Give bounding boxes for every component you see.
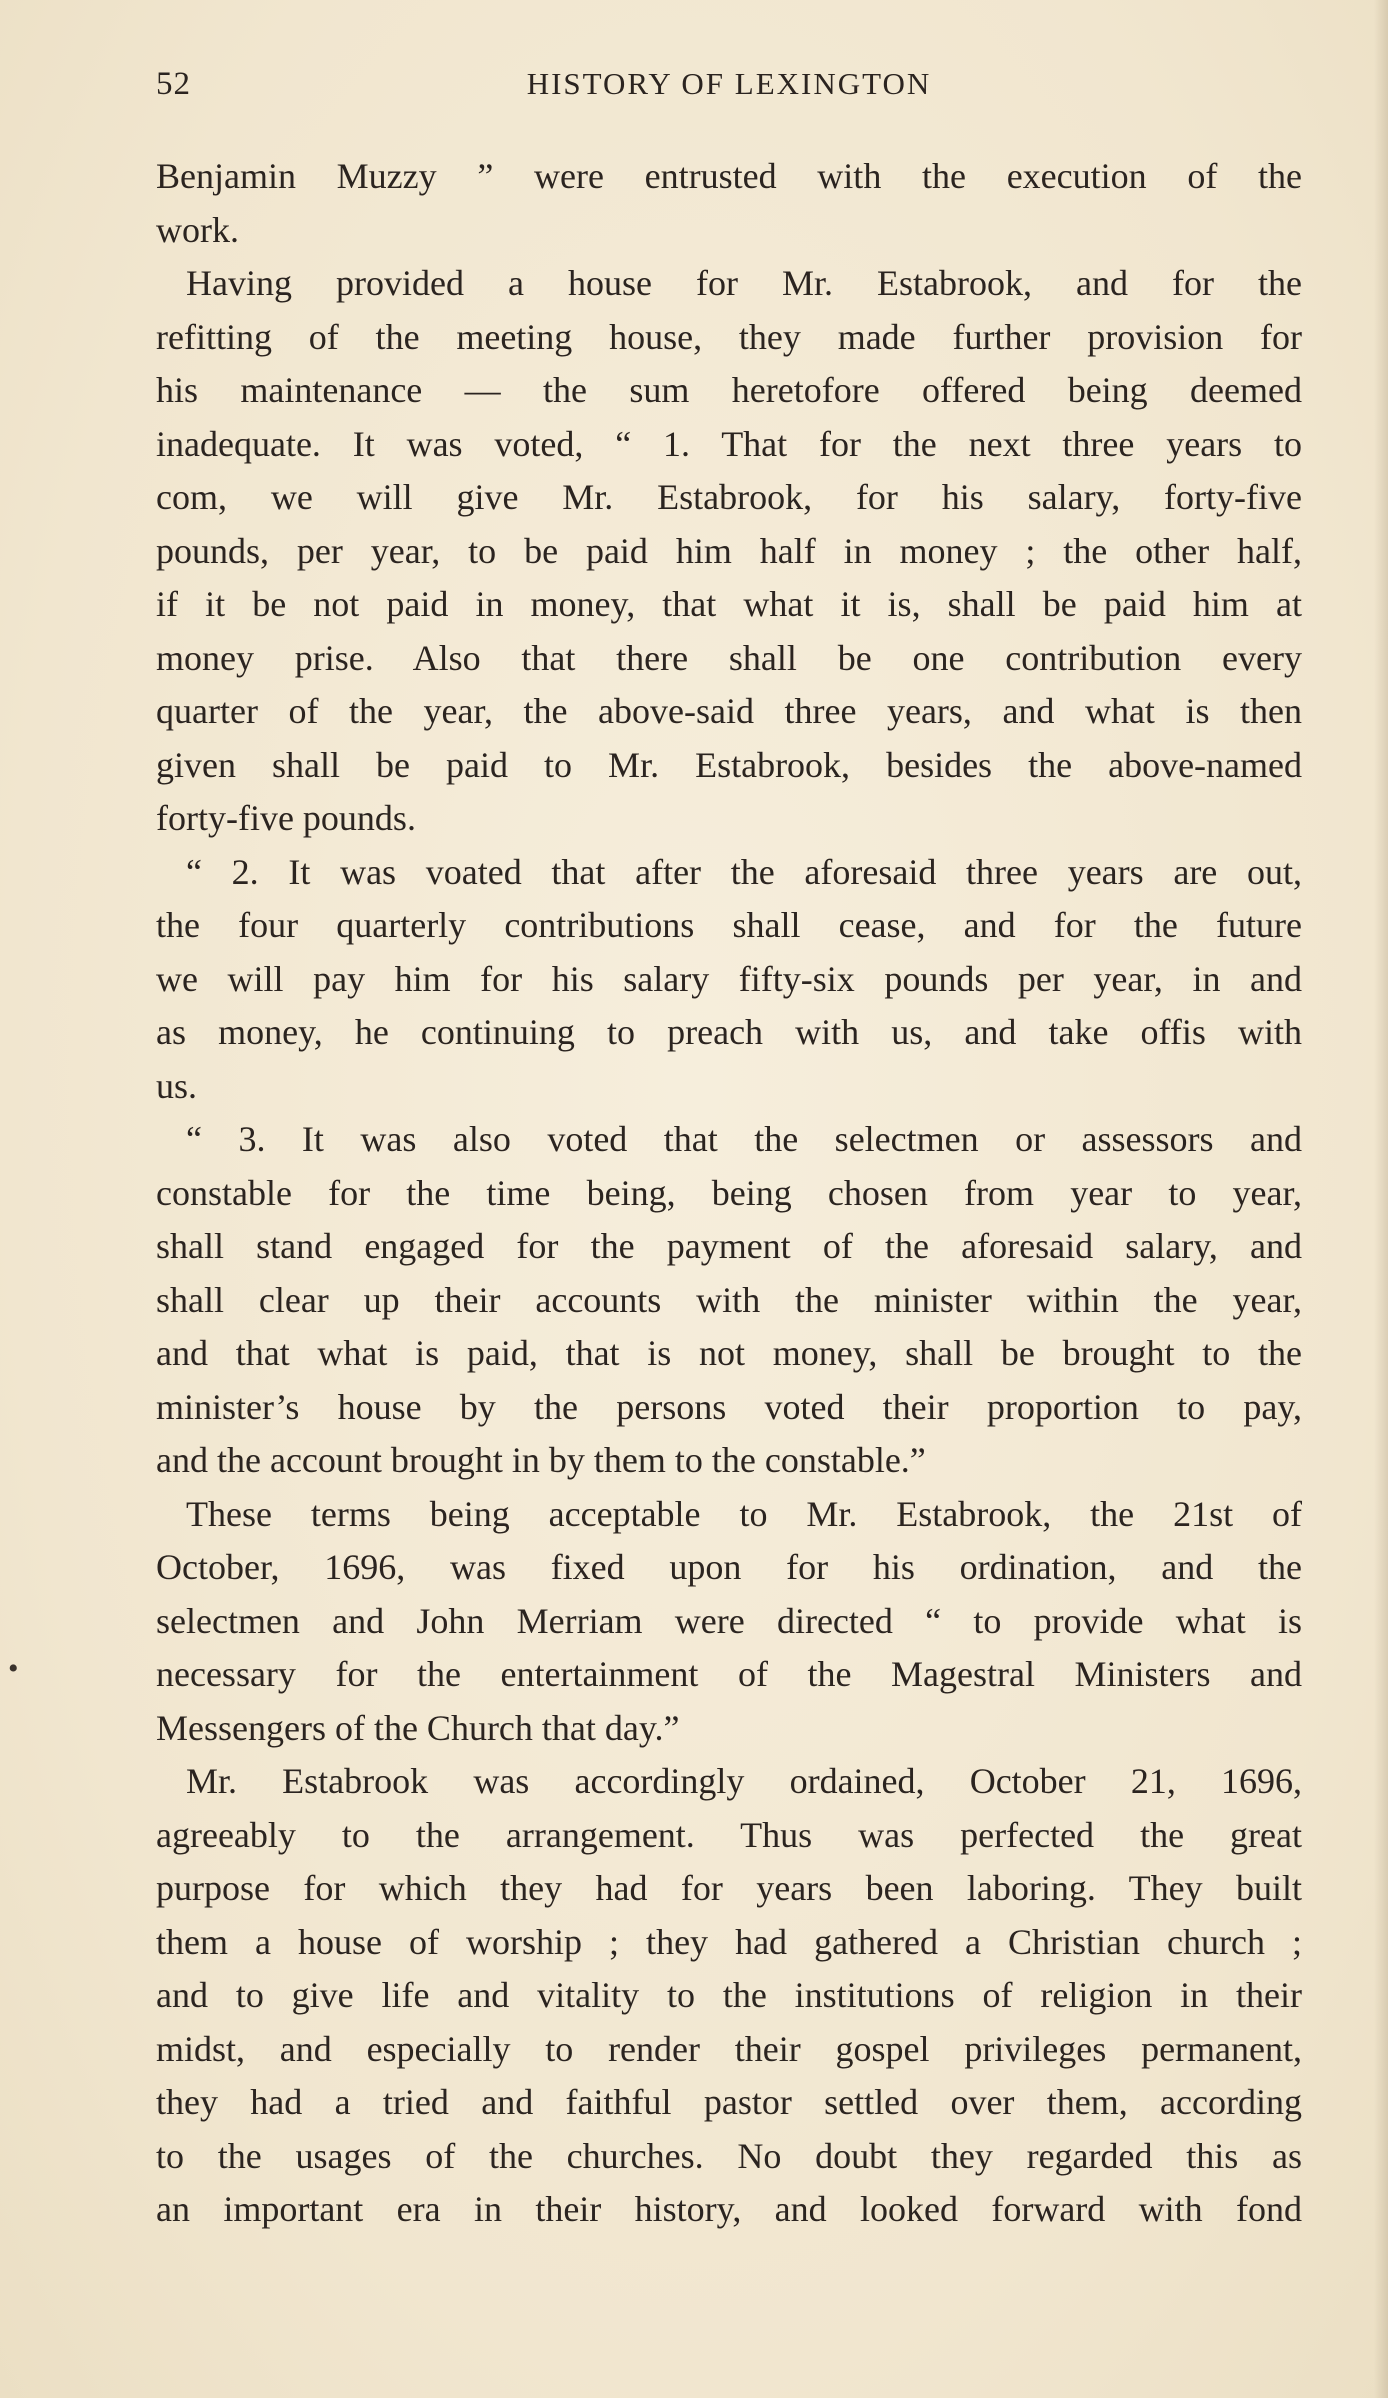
text-line: purpose for which they had for years been laboring. They built: [156, 1868, 1302, 1908]
text-line: they had a tried and faithful pastor settled over them, according: [156, 2082, 1302, 2122]
text-line: agreeably to the arrangement. Thus was perfected the great: [156, 1814, 1302, 1855]
text-line: Messengers of the Church that day.”: [156, 1707, 680, 1748]
text-line: refitting of the meeting house, they made further provision for: [156, 316, 1302, 357]
text-line: Having provided a house for Mr. Estabrook, and for the: [186, 263, 1302, 303]
text-line: money prise. Also that there shall be one contribution every: [156, 637, 1302, 678]
text-line: com, we will give Mr. Estabrook, for his salary, forty-five: [156, 477, 1302, 517]
text-line: October, 1696, was fixed upon for his ordination, and the: [156, 1547, 1302, 1587]
text-line: to the usages of the churches. No doubt they regarded this as: [156, 2135, 1302, 2176]
margin-mark: •: [8, 1652, 19, 1685]
text-line: the four quarterly contributions shall cease, and for the future: [156, 905, 1302, 945]
text-line: an important era in their history, and looked forward with fond: [156, 2189, 1302, 2229]
page-edge-shadow: [1374, 0, 1388, 2398]
text-line: minister’s house by the persons voted their proportion to pay,: [156, 1386, 1302, 1427]
text-line: and the account brought in by them to the constable.”: [156, 1440, 926, 1480]
text-line: constable for the time being, being chosen from year to year,: [156, 1172, 1302, 1213]
text-line: midst, and especially to render their gospel privileges permanent,: [156, 2028, 1302, 2069]
text-line: Mr. Estabrook was accordingly ordained, October 21, 1696,: [186, 1761, 1302, 1801]
text-line: forty-five pounds.: [156, 798, 416, 838]
text-line: and that what is paid, that is not money, shall be brought to the: [156, 1333, 1302, 1373]
text-line: pounds, per year, to be paid him half in money ; the other half,: [156, 530, 1302, 571]
text-line: selectmen and John Merriam were directed “ to provide what is: [156, 1600, 1302, 1641]
text-line: inadequate. It was voted, “ 1. That for the next three years to: [156, 423, 1302, 464]
text-line: necessary for the entertainment of the Magestral Ministers and: [156, 1654, 1302, 1694]
text-line: “ 2. It was voated that after the aforesaid three years are out,: [186, 851, 1302, 892]
text-line: we will pay him for his salary fifty-six pounds per year, in and: [156, 958, 1302, 999]
text-line: as money, he continuing to preach with us, and take offis with: [156, 1012, 1302, 1052]
text-line: shall stand engaged for the payment of the aforesaid salary, and: [156, 1226, 1302, 1266]
page-header: [156, 66, 1302, 114]
text-line: if it be not paid in money, that what it is, shall be paid him at: [156, 584, 1302, 624]
text-line: quarter of the year, the above-said three years, and what is then: [156, 691, 1302, 731]
text-line: us.: [156, 1065, 198, 1106]
text-line: work.: [156, 209, 239, 250]
text-line: given shall be paid to Mr. Estabrook, besides the above-named: [156, 744, 1302, 785]
text-line: and to give life and vitality to the institutions of religion in their: [156, 1975, 1302, 2015]
body-text: [156, 150, 1302, 2237]
page-number: 52: [156, 66, 191, 102]
text-line: them a house of worship ; they had gathered a Christian church ;: [156, 1921, 1302, 1962]
running-title: HISTORY OF LEXINGTON: [526, 66, 932, 101]
text-line: “ 3. It was also voted that the selectmen or assessors and: [186, 1119, 1302, 1159]
text-line: These terms being acceptable to Mr. Estabrook, the 21st of: [186, 1493, 1302, 1534]
text-line: Benjamin Muzzy ” were entrusted with the execution of the: [156, 156, 1302, 196]
text-line: his maintenance — the sum heretofore offered being deemed: [156, 370, 1302, 410]
text-line: shall clear up their accounts with the minister within the year,: [156, 1279, 1302, 1320]
